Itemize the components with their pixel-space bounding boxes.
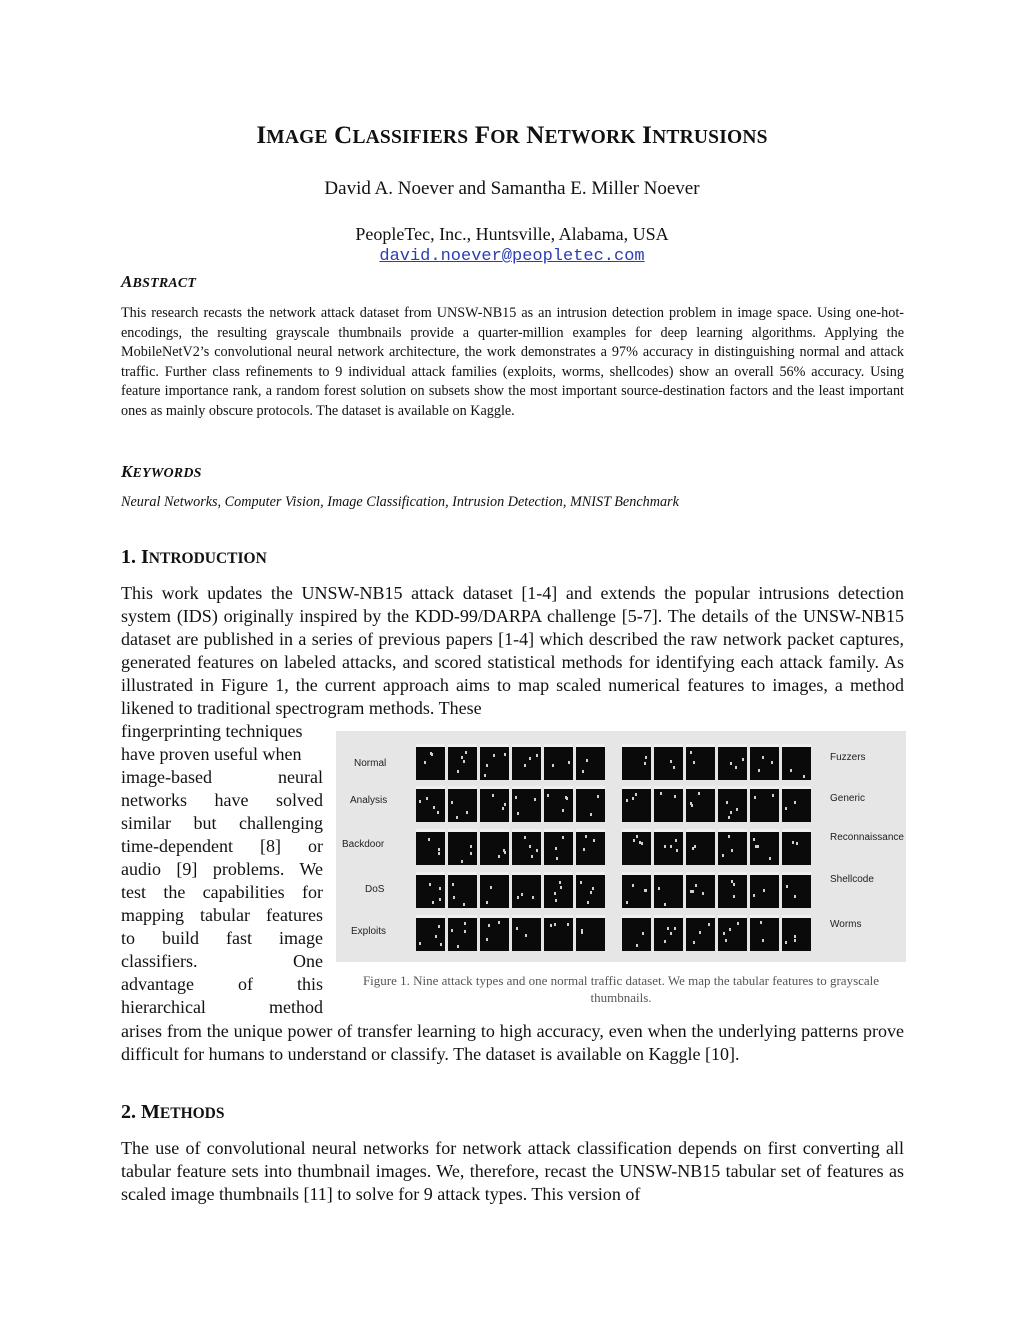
wrap-line: fingerprinting techniques bbox=[121, 721, 303, 741]
wrap-line: image-based neural bbox=[121, 767, 323, 787]
grayscale-thumbnail bbox=[576, 744, 605, 780]
figure-label-generic: Generic bbox=[830, 793, 866, 804]
figure-label-normal: Normal bbox=[354, 758, 387, 769]
grayscale-thumbnail bbox=[718, 915, 747, 951]
grayscale-thumbnail bbox=[718, 786, 747, 822]
title-word-3: FOR bbox=[474, 122, 520, 149]
grayscale-thumbnail bbox=[686, 915, 715, 951]
grayscale-thumbnail bbox=[654, 786, 683, 822]
grayscale-thumbnail bbox=[544, 915, 573, 951]
title-word-2: CLASSIFIERS bbox=[334, 122, 469, 149]
grayscale-thumbnail bbox=[782, 872, 811, 908]
affiliation: PeopleTec, Inc., Huntsville, Alabama, USA bbox=[355, 224, 669, 244]
introduction-paragraph: This work updates the UNSW-NB15 attack dataset [1-4] and extends the popular intrusions detection system (IDS) originally inspired by the KDD-99/DARPA challenge [5-7]. The details of the UNSW-NB15 dataset are published in a series of previous papers [1-4] which described the raw network packet captures, generated features on labeled attacks, and scored statistical methods for identifying each attack family. As illustrated in Figure 1, the current approach aims to map scaled numerical features to images, a method likened to traditional spectrogram methods. These bbox=[121, 583, 904, 718]
grayscale-thumbnail bbox=[512, 829, 541, 865]
thumbnail-row bbox=[622, 829, 811, 865]
thumbnail-row bbox=[622, 872, 811, 908]
wrap-line: mapping tabular features bbox=[121, 905, 323, 925]
grayscale-thumbnail bbox=[512, 872, 541, 908]
grayscale-thumbnail bbox=[718, 872, 747, 908]
grayscale-thumbnail bbox=[512, 915, 541, 951]
grayscale-thumbnail bbox=[750, 786, 779, 822]
grayscale-thumbnail bbox=[654, 829, 683, 865]
thumbnail-row bbox=[416, 744, 605, 780]
grayscale-thumbnail bbox=[544, 744, 573, 780]
grayscale-thumbnail bbox=[750, 872, 779, 908]
abstract-text: This research recasts the network attack dataset from UNSW-NB15 as an intrusion detection problem in image space. Using one-hot-encodings, the resulting grayscale thumbnails provide a quarter-million examples for deep learning algorithms. Applying the MobileNetV2’s convolutional neural network architecture, the work demonstrates a 97% accuracy in distinguishing normal and attack traffic. Further class refinements to 9 individual attack families (exploits, worms, shellcodes) show an overall 56% accuracy. Using feature importance rank, a random forest solution on subsets show the most important source-destination factors and the least important ones as mainly obscure protocols. The dataset is available on Kaggle. bbox=[121, 305, 904, 419]
wrap-line: audio [9] problems. We bbox=[121, 859, 323, 879]
email-link[interactable]: david.noever@peopletec.com bbox=[379, 247, 645, 266]
grayscale-thumbnail bbox=[622, 872, 651, 908]
grayscale-thumbnail bbox=[576, 915, 605, 951]
grayscale-thumbnail bbox=[480, 744, 509, 780]
grayscale-thumbnail bbox=[782, 744, 811, 780]
grayscale-thumbnail bbox=[416, 915, 445, 951]
grayscale-thumbnail bbox=[416, 786, 445, 822]
grayscale-thumbnail bbox=[718, 744, 747, 780]
grayscale-thumbnail bbox=[654, 744, 683, 780]
grayscale-thumbnail bbox=[480, 872, 509, 908]
grayscale-thumbnail bbox=[686, 829, 715, 865]
wrap-line: test the capabilities for bbox=[121, 882, 323, 902]
grayscale-thumbnail bbox=[448, 915, 477, 951]
introduction-continuation: arises from the unique power of transfer learning to high accuracy, even when the underlying patterns prove difficult for humans to understand or classify. The dataset is available on Kaggle [10]. bbox=[121, 1021, 904, 1064]
wrap-line: similar but challenging bbox=[121, 813, 323, 833]
grayscale-thumbnail bbox=[448, 872, 477, 908]
grayscale-thumbnail bbox=[544, 872, 573, 908]
grayscale-thumbnail bbox=[448, 829, 477, 865]
figure-label-reconnaissance: Reconnaissance bbox=[830, 832, 904, 843]
grayscale-thumbnail bbox=[622, 829, 651, 865]
thumbnail-row bbox=[622, 744, 811, 780]
grayscale-thumbnail bbox=[512, 744, 541, 780]
title-word-5: INTRUSIONS bbox=[642, 122, 768, 149]
grayscale-thumbnail bbox=[544, 786, 573, 822]
figure-1 bbox=[336, 731, 906, 962]
wrap-line: have proven useful when bbox=[121, 744, 302, 764]
introduction-wrap-text bbox=[121, 720, 323, 1019]
wrap-line: hierarchical method bbox=[121, 997, 323, 1017]
grayscale-thumbnail bbox=[750, 915, 779, 951]
wrap-line: time-dependent [8] or bbox=[121, 836, 323, 856]
figure-label-backdoor: Backdoor bbox=[342, 839, 385, 850]
grayscale-thumbnail bbox=[416, 872, 445, 908]
grayscale-thumbnail bbox=[782, 786, 811, 822]
figure-label-dos: DoS bbox=[365, 884, 385, 895]
thumbnail-row bbox=[622, 915, 811, 951]
grayscale-thumbnail bbox=[686, 786, 715, 822]
grayscale-thumbnail bbox=[480, 915, 509, 951]
grayscale-thumbnail bbox=[416, 829, 445, 865]
figure-label-worms: Worms bbox=[830, 919, 862, 930]
grayscale-thumbnail bbox=[480, 786, 509, 822]
grayscale-thumbnail bbox=[654, 872, 683, 908]
grayscale-thumbnail bbox=[750, 744, 779, 780]
title-word-1: IMAGE bbox=[256, 122, 328, 149]
figure-label-exploits: Exploits bbox=[351, 926, 387, 937]
thumbnail-row bbox=[416, 829, 605, 865]
grayscale-thumbnail bbox=[576, 786, 605, 822]
grayscale-thumbnail bbox=[654, 915, 683, 951]
methods-heading: 2. METHODS bbox=[121, 1101, 225, 1123]
grayscale-thumbnail bbox=[576, 872, 605, 908]
abstract-heading: ABSTRACT bbox=[121, 272, 197, 291]
thumbnail-row bbox=[416, 915, 605, 951]
keywords-text: Neural Networks, Computer Vision, Image Classification, Intrusion Detection, MNIST Benchmark bbox=[121, 494, 679, 510]
wrap-line: advantage of this bbox=[121, 974, 323, 994]
grayscale-thumbnail bbox=[782, 915, 811, 951]
grayscale-thumbnail bbox=[576, 829, 605, 865]
wrap-line: networks have solved bbox=[121, 790, 323, 810]
thumbnail-row bbox=[416, 872, 605, 908]
grayscale-thumbnail bbox=[750, 829, 779, 865]
grayscale-thumbnail bbox=[686, 744, 715, 780]
figure-caption: Figure 1. Nine attack types and one normal traffic dataset. We map the tabular features to grayscale thumbnails. bbox=[362, 973, 880, 1005]
figure-label-analysis: Analysis bbox=[350, 795, 388, 806]
grayscale-thumbnail bbox=[622, 744, 651, 780]
wrap-line: classifiers. One bbox=[121, 951, 323, 971]
grayscale-thumbnail bbox=[448, 744, 477, 780]
methods-paragraph: The use of convolutional neural networks for network attack classification depends on first converting all tabular feature sets into thumbnail images. We, therefore, recast the UNSW-NB15 tabular set of features as scaled image thumbnails [11] to solve for 9 attack types. This version of bbox=[121, 1138, 904, 1204]
grayscale-thumbnail bbox=[544, 829, 573, 865]
grayscale-thumbnail bbox=[686, 872, 715, 908]
wrap-line: to build fast image bbox=[121, 928, 323, 948]
figure-label-fuzzers: Fuzzers bbox=[830, 752, 866, 763]
paper-title bbox=[0, 122, 1024, 150]
grayscale-thumbnail bbox=[416, 744, 445, 780]
figure-label-shellcode: Shellcode bbox=[830, 874, 874, 885]
authors: David A. Noever and Samantha E. Miller Noever bbox=[324, 178, 700, 199]
grayscale-thumbnail bbox=[512, 786, 541, 822]
grayscale-thumbnail bbox=[718, 829, 747, 865]
thumbnail-row bbox=[416, 786, 605, 822]
grayscale-thumbnail bbox=[480, 829, 509, 865]
introduction-heading: 1. INTRODUCTION bbox=[121, 546, 267, 568]
grayscale-thumbnail bbox=[782, 829, 811, 865]
keywords-heading: KEYWORDS bbox=[121, 462, 202, 481]
grayscale-thumbnail bbox=[622, 915, 651, 951]
grayscale-thumbnail bbox=[622, 786, 651, 822]
grayscale-thumbnail bbox=[448, 786, 477, 822]
thumbnail-row bbox=[622, 786, 811, 822]
title-word-4: NETWORK bbox=[526, 122, 636, 149]
